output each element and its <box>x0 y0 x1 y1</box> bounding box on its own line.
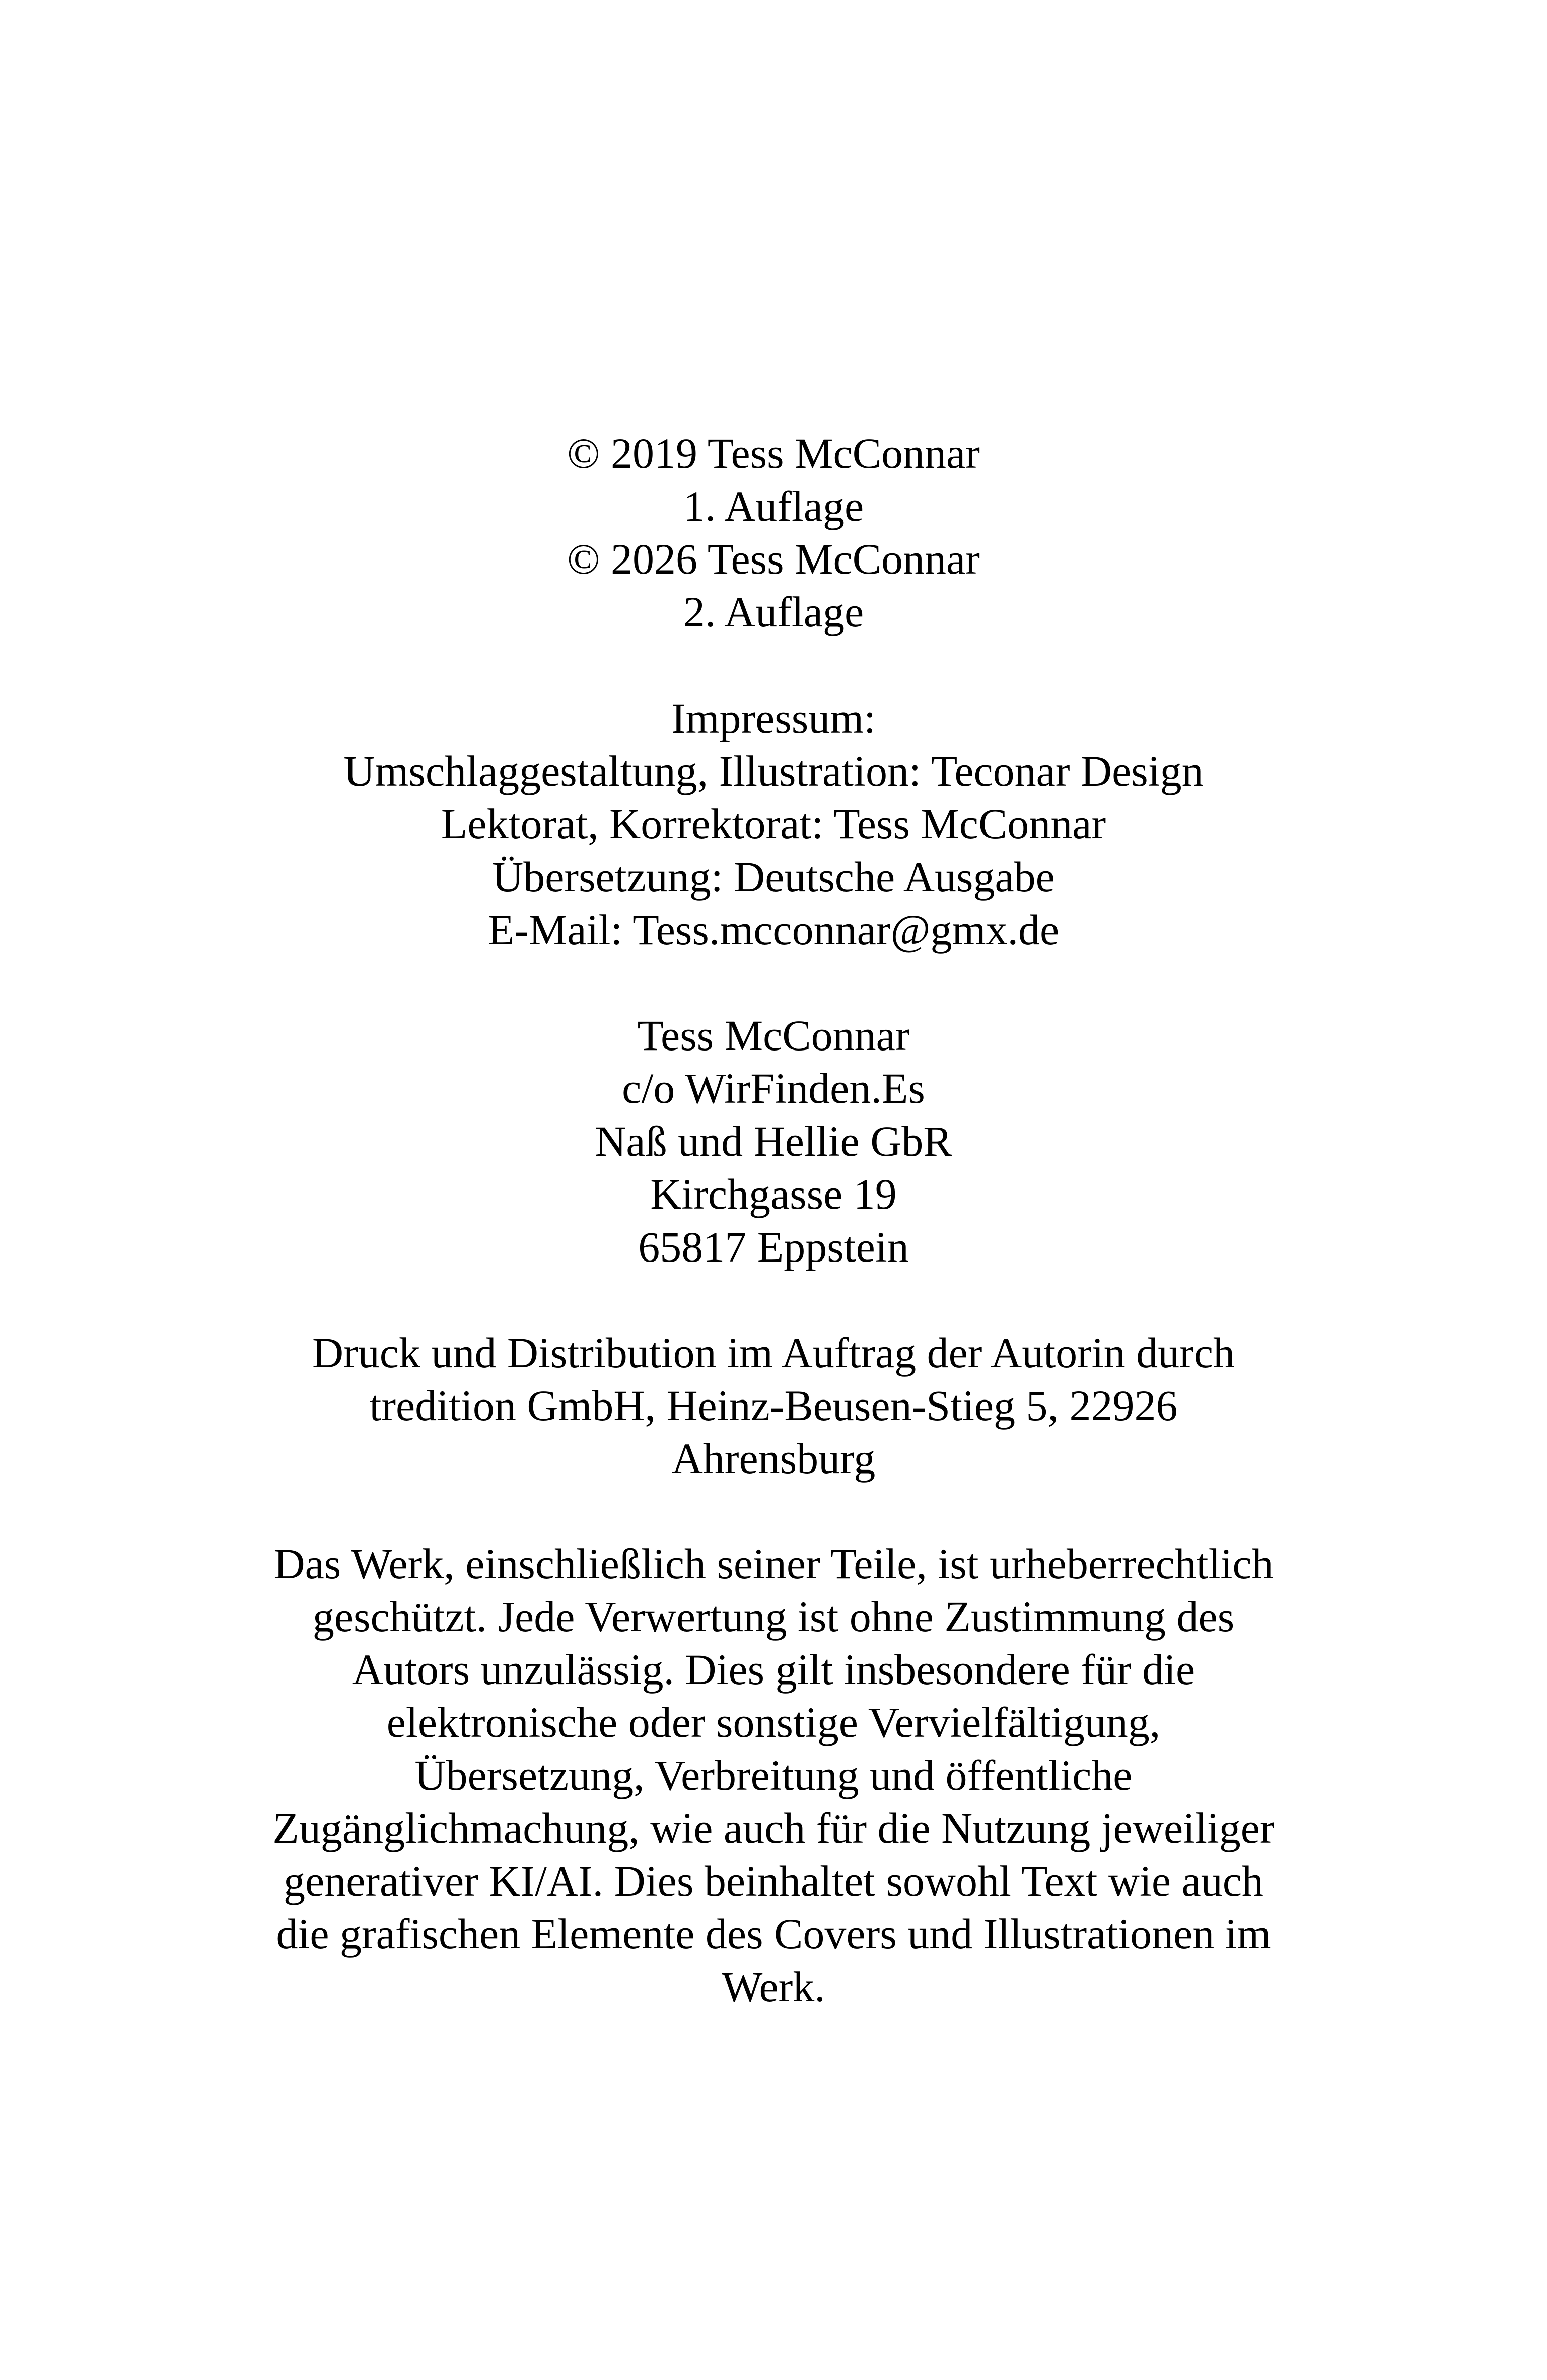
impressum-heading: Impressum: <box>671 694 876 742</box>
legal-notice-block <box>0 1537 1547 2013</box>
email-line: E-Mail: Tess.mcconnar@gmx.de <box>487 905 1060 954</box>
copyright-line: © 2026 Tess McConnar <box>567 535 980 583</box>
legal-line: Zugänglichmachung, wie auch für die Nutzung jeweiliger <box>272 1804 1275 1852</box>
address-street: Kirchgasse 19 <box>650 1170 897 1218</box>
legal-line: generativer KI/AI. Dies beinhaltet sowohl Text wie auch <box>284 1857 1263 1905</box>
address-city: 65817 Eppstein <box>638 1223 909 1271</box>
copyright-block <box>0 427 1547 639</box>
print-line: Druck und Distribution im Auftrag der Autorin durch <box>312 1328 1235 1377</box>
legal-line: Übersetzung, Verbreitung und öffentliche <box>414 1751 1133 1799</box>
legal-line: geschützt. Jede Verwertung ist ohne Zustimmung des <box>312 1592 1235 1641</box>
legal-line: Das Werk, einschließlich seiner Teile, ist urheberrechtlich <box>273 1539 1274 1588</box>
copyright-line: © 2019 Tess McConnar <box>567 429 980 477</box>
cover-design-credit: Umschlaggestaltung, Illustration: Teconar Design <box>343 747 1204 795</box>
legal-line: elektronische oder sonstige Vervielfältigung, <box>386 1698 1161 1746</box>
address-name: Tess McConnar <box>637 1011 910 1060</box>
legal-line: Autors unzulässig. Dies gilt insbesondere für die <box>351 1645 1196 1694</box>
address-company: Naß und Hellie GbR <box>595 1117 952 1165</box>
translation-credit: Übersetzung: Deutsche Ausgabe <box>492 853 1055 901</box>
address-block <box>0 1009 1547 1274</box>
legal-line: die grafischen Elemente des Covers und Illustrationen im <box>276 1910 1271 1958</box>
legal-line: Werk. <box>722 1963 825 2011</box>
print-distribution-block <box>0 1326 1547 1485</box>
print-line: Ahrensburg <box>671 1434 876 1483</box>
edition-line: 1. Auflage <box>683 482 864 530</box>
impressum-block <box>0 692 1547 956</box>
address-care-of: c/o WirFinden.Es <box>622 1064 925 1112</box>
print-line: tredition GmbH, Heinz-Beusen-Stieg 5, 22926 <box>369 1381 1178 1430</box>
editing-credit: Lektorat, Korrektorat: Tess McConnar <box>441 800 1106 848</box>
edition-line: 2. Auflage <box>683 588 864 636</box>
